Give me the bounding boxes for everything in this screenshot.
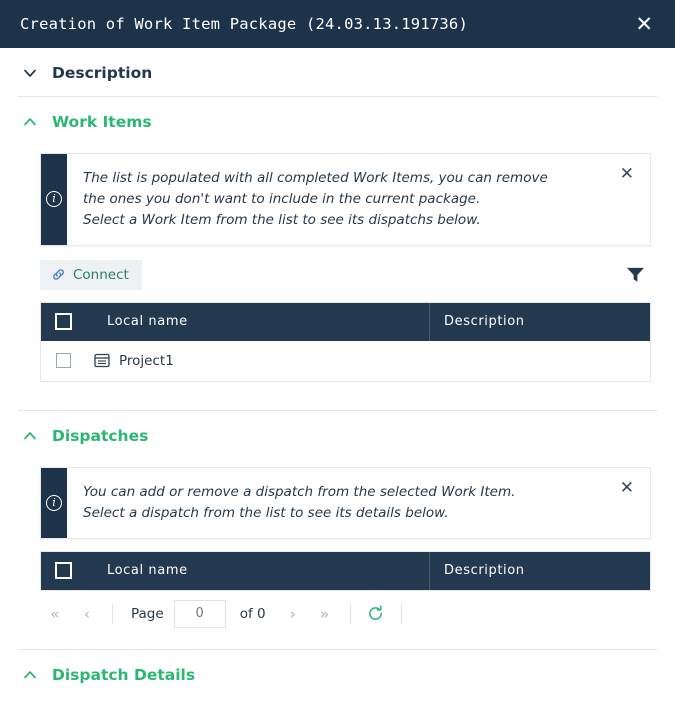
dispatches-pager (40, 591, 651, 637)
section-header-description[interactable] (14, 48, 661, 96)
banner-accent-bar (41, 154, 67, 245)
dispatches-table-header (41, 552, 650, 590)
connect-button-label: Connect (73, 266, 129, 283)
dispatches-info-banner (40, 467, 651, 539)
work-items-info-banner (40, 153, 651, 246)
column-header-description[interactable]: Description (429, 552, 650, 590)
cell-local-name: Project1 (119, 352, 174, 369)
dialog-title: Creation of Work Item Package (24.03.13.191736) (20, 15, 468, 33)
last-page-icon[interactable]: » (320, 604, 330, 623)
dialog-body (0, 48, 675, 711)
row-checkbox[interactable] (56, 353, 71, 368)
next-page-icon[interactable]: › (289, 604, 296, 623)
banner-close-icon[interactable]: ✕ (619, 477, 634, 498)
filter-icon[interactable] (620, 262, 651, 287)
chevron-down-icon[interactable] (22, 65, 38, 81)
section-title-work-items: Work Items (52, 113, 152, 131)
page-total-label: of 0 (239, 605, 266, 622)
banner-line-3: Select a Work Item from the list to see its dispatchs below. (83, 211, 481, 228)
section-title-dispatch-details: Dispatch Details (52, 665, 196, 684)
prev-page-icon[interactable]: ‹ (84, 604, 90, 623)
section-header-dispatches[interactable] (14, 411, 661, 459)
section-title-dispatches: Dispatches (52, 426, 149, 445)
banner-line-1: You can add or remove a dispatch from the selected Work Item. (83, 483, 516, 500)
banner-line-2: Select a dispatch from the list to see its details below. (83, 504, 449, 521)
column-header-description[interactable]: Description (429, 303, 650, 341)
row-checkbox-cell[interactable] (41, 353, 85, 368)
section-title-description: Description (52, 64, 153, 82)
link-icon (51, 267, 66, 282)
info-icon: i (46, 495, 62, 511)
section-header-work-items[interactable] (14, 97, 661, 145)
work-items-toolbar (40, 260, 651, 290)
section-header-dispatch-details[interactable] (14, 650, 661, 698)
divider (350, 604, 351, 624)
first-page-icon[interactable]: « (50, 604, 60, 623)
page-input[interactable] (174, 600, 226, 628)
work-items-banner-text (67, 154, 612, 245)
work-items-table-header (41, 303, 650, 341)
close-icon[interactable]: ✕ (635, 11, 653, 36)
work-item-icon (85, 353, 119, 368)
dispatches-table (40, 551, 651, 591)
banner-line-2: the ones you don't want to include in the current package. (83, 190, 481, 207)
dispatches-banner-text (67, 468, 612, 538)
banner-accent-bar (41, 468, 67, 538)
dialog-titlebar (0, 0, 675, 48)
work-items-table (40, 302, 651, 382)
chevron-up-icon[interactable] (22, 428, 38, 444)
column-header-local-name[interactable]: Local name (107, 314, 188, 330)
column-header-local-name[interactable]: Local name (107, 563, 188, 579)
select-all-checkbox-cell[interactable] (41, 562, 85, 579)
table-row[interactable] (41, 341, 650, 382)
refresh-icon[interactable] (361, 599, 391, 629)
select-all-checkbox[interactable] (55, 562, 72, 579)
banner-close-icon[interactable]: ✕ (619, 164, 634, 184)
page-label: Page (131, 605, 164, 622)
select-all-checkbox-cell[interactable] (41, 313, 85, 330)
chevron-up-icon[interactable] (22, 667, 38, 683)
divider (401, 604, 402, 624)
select-all-checkbox[interactable] (55, 313, 72, 330)
banner-line-1: The list is populated with all completed Work Items, you can remove (83, 170, 548, 186)
divider (112, 604, 113, 624)
info-icon: i (46, 191, 62, 207)
connect-button[interactable] (40, 260, 142, 290)
chevron-up-icon[interactable] (22, 114, 38, 130)
